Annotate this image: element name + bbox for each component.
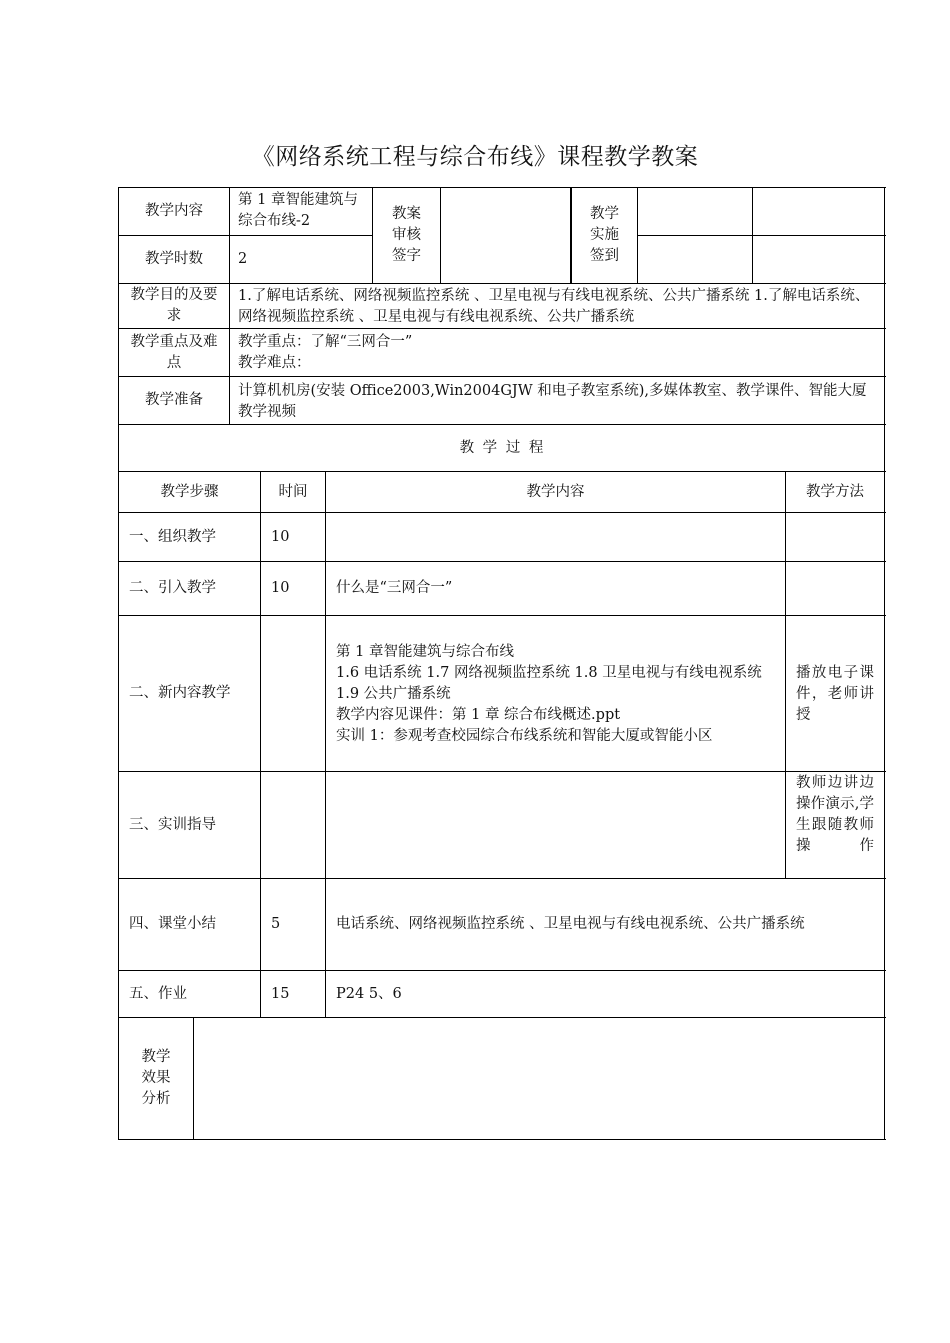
signin-field-3[interactable] [638, 236, 752, 283]
step-cell: 五、作业 [129, 985, 187, 1002]
preparation-value: 计算机机房(安装 Office2003,Win2004GJW 和电子教室系统),多媒体教室、教学课件、智能大厦教学视频 [238, 383, 867, 420]
method-cell [786, 773, 884, 878]
signin-field-1[interactable] [638, 188, 752, 235]
analysis-label: 教学 效果 分析 [141, 1049, 171, 1107]
implementation-signin-label: 教学 实施 签到 [590, 206, 619, 264]
review-signature-field[interactable] [441, 188, 570, 283]
hours-label: 教学时数 [145, 251, 203, 267]
review-signature-label: 教案 审核 签字 [392, 206, 421, 264]
objectives-label: 教学目的及要求 [130, 287, 218, 324]
step-cell: 二、引入教学 [129, 580, 216, 596]
content-cell: 第 1 章智能建筑与综合布线 1.6 电话系统 1.7 网络视频监控系统 1.8 卫星电视与有线电视系统 1.9 公共广播系统 教学内容见课件：第 1 章 综合布线概述.ppt 实训 1：参观考查校园综合布线系统和智能大厦或智能小区 [336, 644, 762, 744]
process-heading: 教 学 过 程 [459, 439, 544, 456]
objectives-value: 1.了解电话系统、网络视频监控系统 、卫星电视与有线电视系统、公共广播系统 1.了解电话系统、网络视频监控系统 、卫星电视与有线电视系统、公共广播系统 [238, 288, 870, 325]
time-cell: 10 [271, 580, 290, 596]
step-cell: 四、课堂小结 [129, 916, 216, 932]
content-cell: 电话系统、网络视频监控系统 、卫星电视与有线电视系统、公共广播系统 [336, 916, 805, 932]
preparation-label: 教学准备 [145, 392, 203, 408]
signin-field-4[interactable] [753, 236, 884, 283]
page-title: 《网络系统工程与综合布线》课程教学教案 [251, 144, 699, 170]
content-cell: 什么是“三网合一” [336, 580, 453, 596]
column-header-time: 时间 [278, 483, 308, 500]
signin-field-2[interactable] [753, 188, 884, 235]
keypoints-value: 教学重点：了解“三网合一” 教学难点： [238, 334, 413, 371]
column-header-content: 教学内容 [526, 483, 585, 500]
keypoints-label: 教学重点及难点 [130, 333, 218, 371]
content-cell: P24 5、6 [336, 985, 402, 1002]
step-cell: 一、组织教学 [129, 528, 216, 545]
column-header-method: 教学方法 [806, 483, 864, 500]
time-cell: 5 [271, 916, 281, 932]
method-cell [786, 663, 884, 771]
method-text: 教师边讲边操作演示,学生跟随教师操作 [796, 775, 874, 854]
content-label: 教学内容 [145, 203, 203, 219]
step-cell: 三、实训指导 [129, 816, 216, 833]
time-cell: 10 [271, 528, 290, 545]
column-header-step: 教学步骤 [160, 483, 219, 500]
step-cell: 二、新内容教学 [129, 685, 231, 701]
time-cell: 15 [271, 985, 290, 1002]
content-value: 第 1 章智能建筑与综合布线-2 [238, 192, 358, 229]
hours-value: 2 [238, 251, 248, 267]
analysis-field[interactable] [194, 1018, 884, 1139]
method-text: 播放电子课件，老师讲授 [796, 665, 874, 723]
